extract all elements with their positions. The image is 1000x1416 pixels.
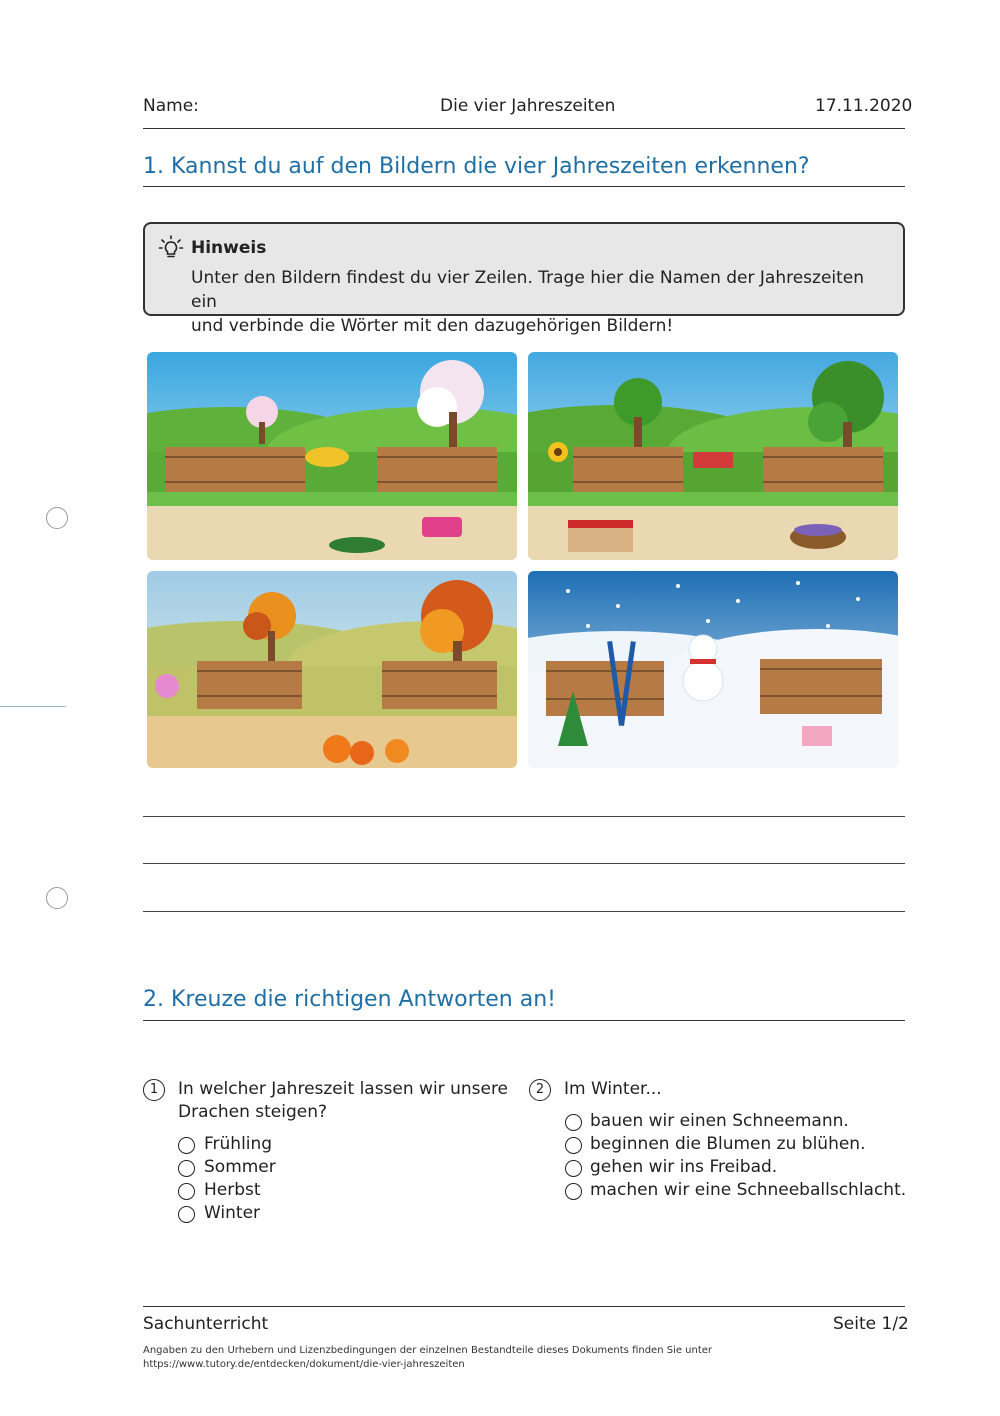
hint-line-2: und verbinde die Wörter mit den dazugehörigen Bildern! — [191, 316, 674, 336]
question-1-line-1: In welcher Jahreszeit lassen wir unsere — [178, 1079, 509, 1099]
question-2-text: Im Winter... — [564, 1079, 662, 1099]
q1-option-3-label: Herbst — [204, 1180, 261, 1200]
document-title: Die vier Jahreszeiten — [440, 96, 616, 116]
question-number-2: 2 — [529, 1079, 551, 1101]
footer-credits — [143, 1344, 712, 1372]
fold-mark — [0, 706, 66, 707]
task2-rule — [143, 1020, 905, 1021]
answer-line-2[interactable] — [143, 863, 905, 864]
autumn-garden-image — [147, 571, 517, 768]
footer-rule — [143, 1306, 905, 1307]
footer-subject: Sachunterricht — [143, 1314, 269, 1334]
question-number-1: 1 — [143, 1079, 165, 1101]
q2-option-3-label: gehen wir ins Freibad. — [590, 1157, 778, 1177]
hint-body — [191, 266, 891, 338]
footer-page-number: Seite 1/2 — [833, 1314, 909, 1334]
radio-q1-option-4[interactable] — [178, 1206, 195, 1223]
footer-credits-url[interactable]: https://www.tutory.de/entdecken/dokument/die-vier-jahreszeiten — [143, 1359, 465, 1370]
summer-garden-image — [528, 352, 898, 560]
hint-box — [143, 222, 905, 336]
lightbulb-icon — [157, 234, 185, 262]
q1-option-1-label: Frühling — [204, 1134, 273, 1154]
punch-hole-top — [46, 507, 68, 529]
radio-q2-option-2[interactable] — [565, 1137, 582, 1154]
name-label: Name: — [143, 96, 199, 116]
spring-garden-image — [147, 352, 517, 560]
punch-hole-bottom — [46, 887, 68, 909]
winter-garden-image — [528, 571, 898, 768]
radio-q2-option-4[interactable] — [565, 1183, 582, 1200]
answer-line-1[interactable] — [143, 816, 905, 817]
hint-line-1: Unter den Bildern findest du vier Zeilen. Trage hier die Namen der Jahreszeiten ein — [191, 268, 865, 312]
question-1-text — [178, 1078, 508, 1124]
radio-q1-option-2[interactable] — [178, 1160, 195, 1177]
radio-q2-option-3[interactable] — [565, 1160, 582, 1177]
header-rule — [143, 128, 905, 129]
q2-option-4-label: machen wir eine Schneeballschlacht. — [590, 1180, 907, 1200]
hint-title: Hinweis — [191, 238, 267, 258]
radio-q1-option-3[interactable] — [178, 1183, 195, 1200]
task1-heading: 1. Kannst du auf den Bildern die vier Jahreszeiten erkennen? — [143, 154, 810, 179]
question-1-line-2: Drachen steigen? — [178, 1102, 328, 1122]
document-date: 17.11.2020 — [815, 96, 913, 116]
q2-option-2-label: beginnen die Blumen zu blühen. — [590, 1134, 866, 1154]
radio-q2-option-1[interactable] — [565, 1114, 582, 1131]
q1-option-2-label: Sommer — [204, 1157, 276, 1177]
task2-heading: 2. Kreuze die richtigen Antworten an! — [143, 987, 556, 1012]
answer-line-3[interactable] — [143, 911, 905, 912]
radio-q1-option-1[interactable] — [178, 1137, 195, 1154]
q2-option-1-label: bauen wir einen Schneemann. — [590, 1111, 849, 1131]
footer-credits-line-1: Angaben zu den Urhebern und Lizenzbedingungen der einzelnen Bestandteile dieses Dokuments finden Sie unter — [143, 1345, 713, 1356]
task1-rule — [143, 186, 905, 187]
q1-option-4-label: Winter — [204, 1203, 261, 1223]
